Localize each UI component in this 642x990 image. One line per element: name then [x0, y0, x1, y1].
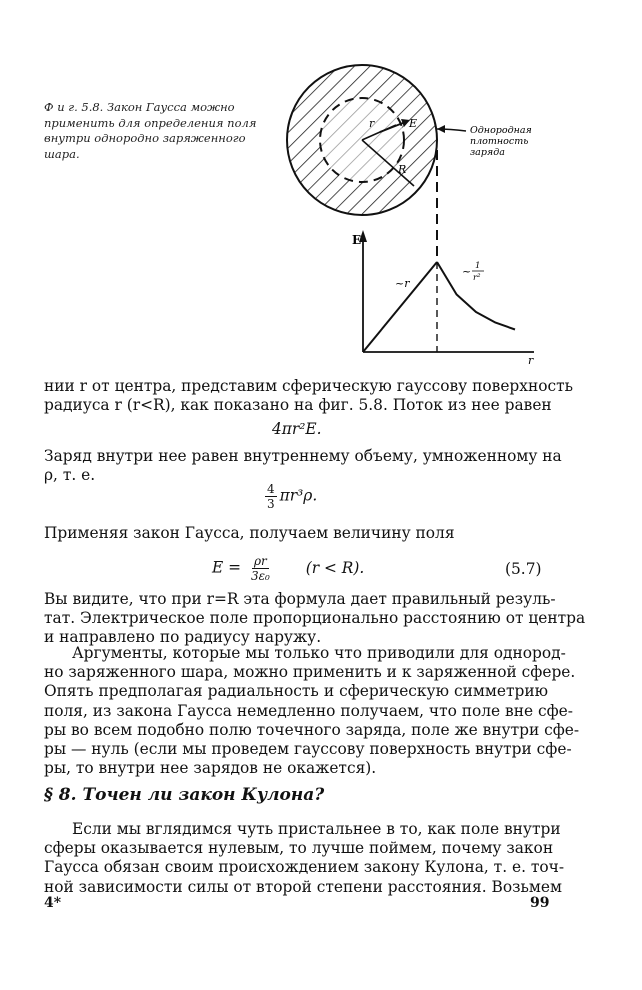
fraction	[265, 482, 277, 511]
curve-linear-label: ~r	[395, 277, 410, 290]
paragraph-2	[44, 447, 562, 485]
text-line: Аргументы, которые мы только что приводили для однород-	[72, 644, 566, 662]
text-line: Вы видите, что при r=R эта формула дает правильный резуль-	[44, 590, 556, 608]
text-line: поля, из закона Гаусса немедленно получаем, что поле вне сфе-	[44, 701, 573, 720]
fraction-denominator: 3	[267, 497, 275, 511]
label-R: R	[398, 163, 407, 176]
annotation-line-3: заряда	[470, 147, 505, 158]
text-line: ры — нуль (если мы проведем гауссову поверхность внутри сфе-	[44, 740, 572, 759]
text-line: Заряд внутри нее равен внутреннему объему, умноженному на	[44, 447, 562, 465]
text-line: и направлено по радиусу наружу.	[44, 628, 322, 647]
formula-field-lhs: E =	[212, 558, 242, 577]
series-linear-line	[363, 262, 437, 352]
paragraph-4	[44, 590, 586, 648]
text-line: Применяя закон Гаусса, получаем величину поля	[44, 524, 455, 542]
paragraph-3	[44, 524, 548, 543]
annotation-line-1: Однородная	[470, 125, 532, 136]
text-line: ной зависимости силы от второй степени расстояния. Возьмем	[44, 877, 562, 896]
text-line: Если мы вглядимся чуть пристальнее в то, как поле внутри	[72, 820, 561, 838]
annotation-arrowhead	[437, 125, 445, 133]
signature-mark: 4*	[44, 895, 62, 911]
paragraph-5	[44, 644, 580, 778]
paragraph-6	[44, 820, 565, 897]
fraction-numerator: 4	[267, 482, 275, 496]
page-number: 99	[530, 895, 550, 911]
axis-x-label: r	[528, 354, 534, 367]
text-line: тат. Электрическое поле пропорционально расстоянию от центра	[44, 609, 586, 628]
text-line: сферы оказывается нулевым, то лучше поймем, почему закон	[44, 839, 554, 858]
text-line: ρ, т. е.	[44, 466, 96, 485]
text-line: Гаусса обязан своим происхождением закону Кулона, т. е. точ-	[44, 858, 565, 877]
text-line: радиуса r (r<R), как показано на фиг. 5.8. Поток из нее равен	[44, 396, 552, 415]
annotation-line-2: плотность	[470, 136, 529, 147]
formula-charge	[262, 482, 317, 511]
formula-flux: 4πr²E.	[272, 420, 322, 438]
equation-number: (5.7)	[505, 560, 542, 578]
fraction-denominator: 3ε₀	[250, 569, 270, 583]
section-heading: § 8. Точен ли закон Кулона?	[44, 785, 325, 805]
label-r: r	[369, 117, 375, 130]
fraction	[249, 554, 272, 583]
axis-y-label: E	[352, 233, 362, 247]
formula-charge-rest: πr³ρ.	[279, 486, 318, 505]
text-line: ры, то внутри нее зарядов не окажется).	[44, 759, 377, 778]
text-line: Опять предполагая радиальность и сферическую симметрию	[44, 682, 548, 701]
curve-inverse-prefix: ~	[462, 265, 472, 278]
figure-5-8	[0, 0, 642, 370]
text-line: ры во всем подобно полю точечного заряда, поле же внутри сфе-	[44, 720, 580, 739]
text-line: нии r от центра, представим сферическую гауссову поверхность	[44, 377, 574, 395]
paragraph-1	[44, 377, 574, 415]
label-E: E	[409, 117, 418, 130]
figure-caption: Ф и г. 5.8. Закон Гаусса можно применить для определения поля внутри однородно заряженного шара.	[44, 100, 257, 161]
curve-inverse-den: r²	[473, 273, 481, 283]
formula-field-condition: (r < R).	[305, 558, 365, 577]
formula-field	[212, 554, 364, 583]
fraction-numerator: ρr	[253, 554, 267, 568]
text-line: но заряженного шара, можно применить и к заряженной сфере.	[44, 663, 576, 682]
curve-inverse-num: 1	[475, 261, 481, 271]
